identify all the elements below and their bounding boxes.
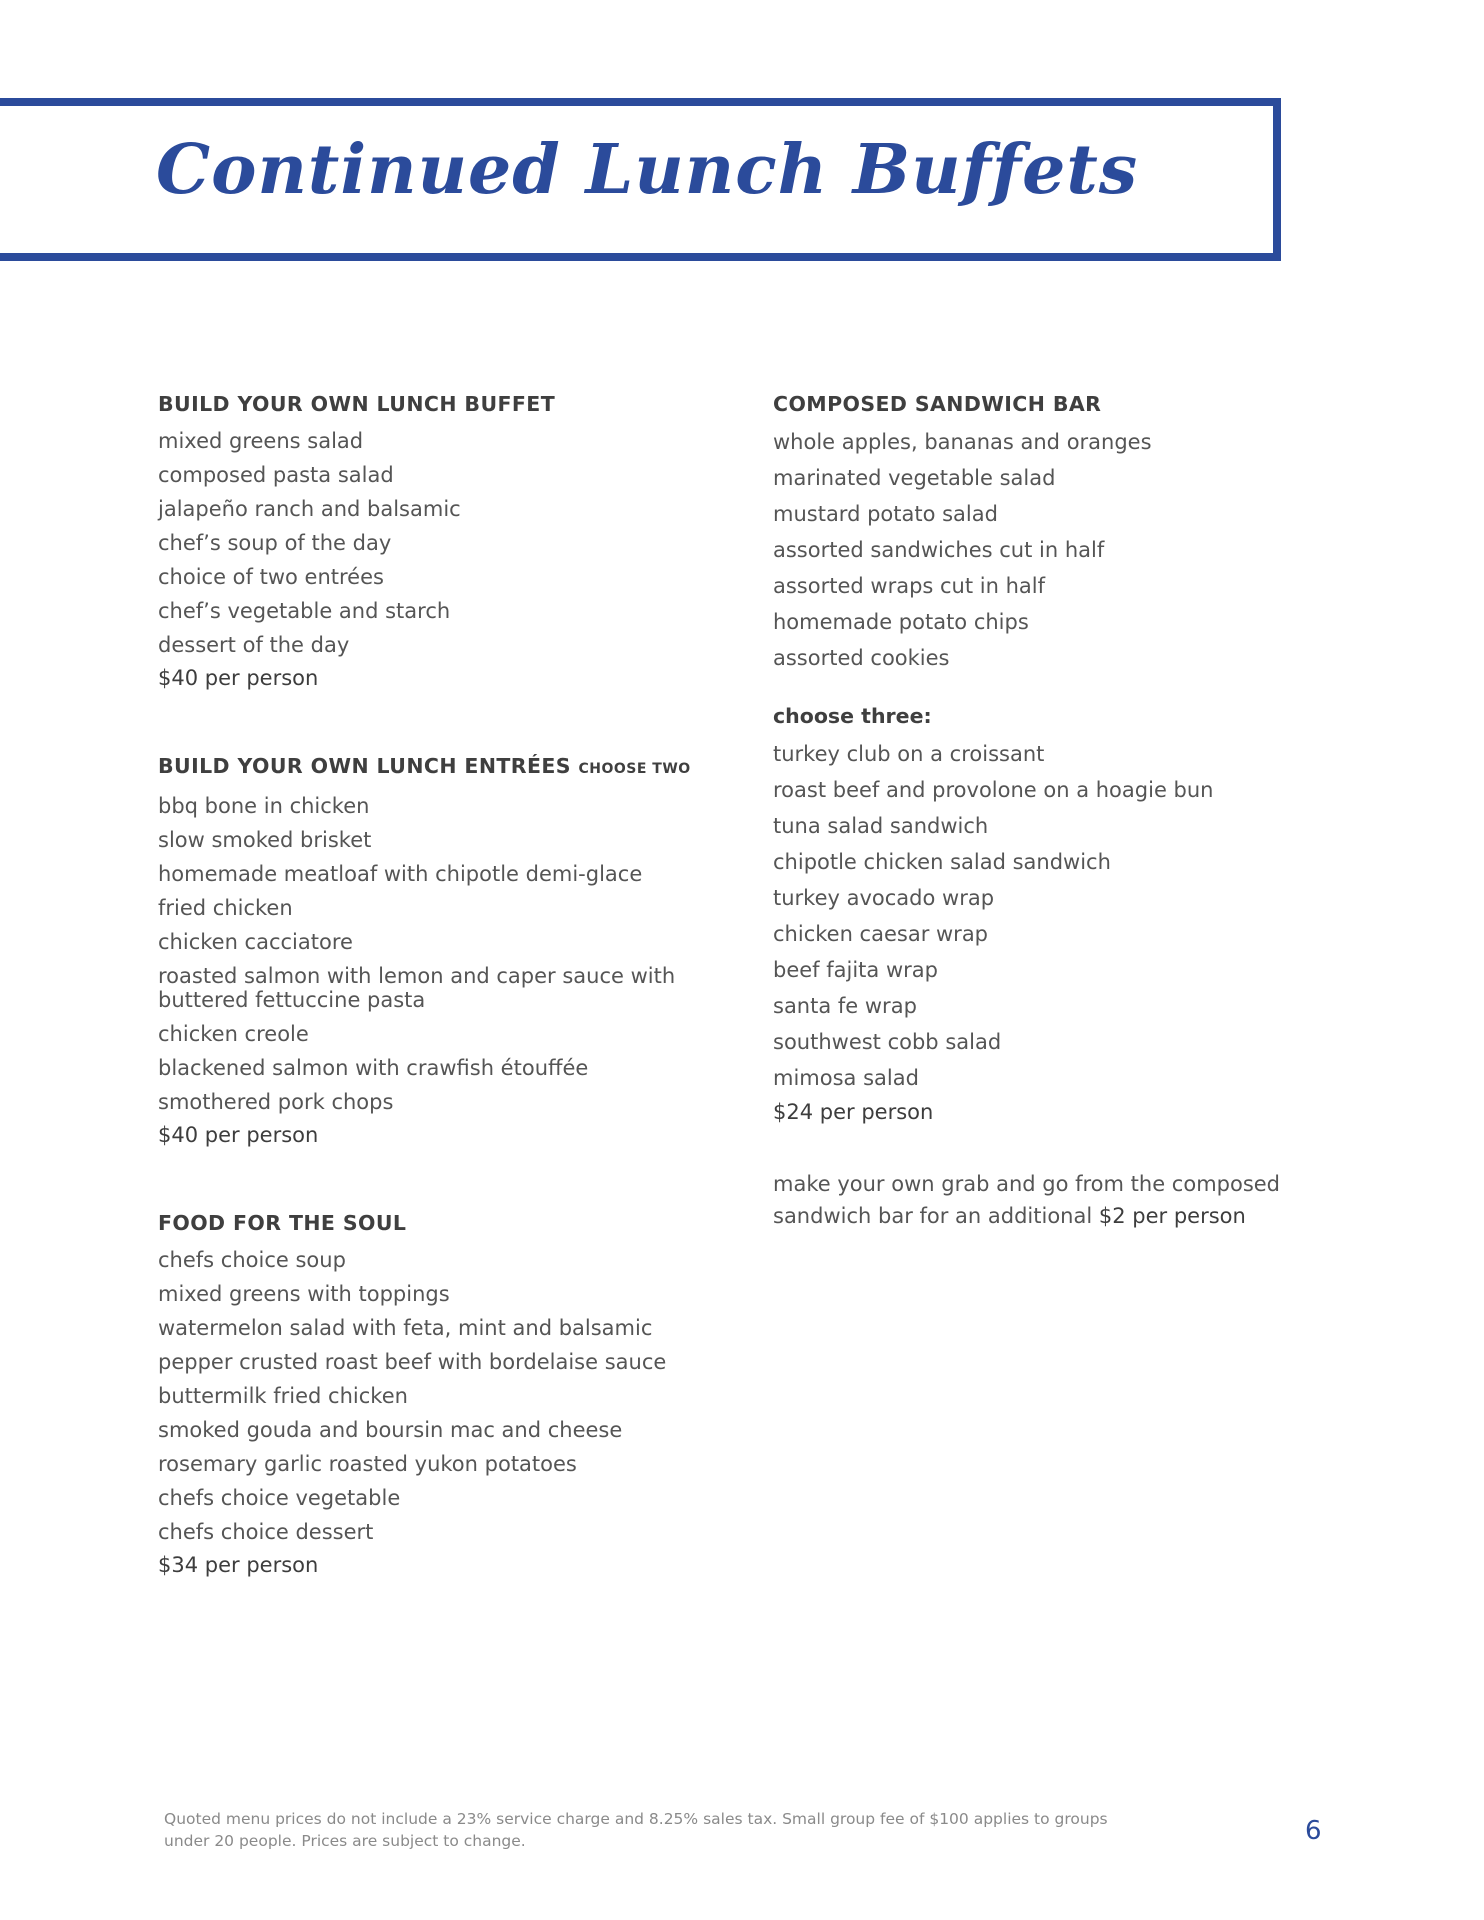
section-heading-text: BUILD YOUR OWN LUNCH ENTRÉES xyxy=(158,754,571,778)
list-item: tuna salad sandwich xyxy=(773,814,989,838)
list-item: turkey avocado wrap xyxy=(773,886,995,910)
section-build-your-own-buffet xyxy=(158,390,718,692)
list-item: mimosa salad xyxy=(773,1066,919,1090)
note-price: $2 per person xyxy=(1098,1204,1246,1228)
price: $24 per person xyxy=(773,1100,934,1124)
list-item: mustard potato salad xyxy=(773,502,998,526)
choice-list xyxy=(773,736,1333,1096)
list-item: marinated vegetable salad xyxy=(773,466,1056,490)
list-item: turkey club on a croissant xyxy=(773,742,1045,766)
section-heading xyxy=(158,752,718,783)
section-subheading: CHOOSE TWO xyxy=(578,761,691,777)
footer-note: Quoted menu prices do not include a 23% service charge and 8.25% sales tax. Small group fee of $100 applies to groups under 20 people. Prices are subject to change. xyxy=(164,1810,1108,1850)
right-column xyxy=(773,390,1333,1292)
list-item: assorted wraps cut in half xyxy=(773,574,1046,598)
list-item: chef’s vegetable and starch xyxy=(158,599,451,623)
list-item: assorted sandwiches cut in half xyxy=(773,538,1105,562)
list-item: roasted salmon with lemon and caper sauce with buttered fettuccine pasta xyxy=(158,964,676,1012)
list-item: mixed greens salad xyxy=(158,429,364,453)
list-item: blackened salmon with crawfish étouffée xyxy=(158,1056,589,1080)
list-item: smoked gouda and boursin mac and cheese xyxy=(158,1418,623,1442)
section-build-your-own-entrees xyxy=(158,752,718,1149)
list-item: bbq bone in chicken xyxy=(158,794,370,818)
list-item: chefs choice dessert xyxy=(158,1520,374,1544)
section-food-for-the-soul xyxy=(158,1209,718,1579)
list-item: chicken creole xyxy=(158,1022,309,1046)
list-item: homemade meatloaf with chipotle demi-glace xyxy=(158,862,643,886)
section-heading: FOOD FOR THE SOUL xyxy=(158,1211,407,1235)
price: $34 per person xyxy=(158,1553,319,1577)
list-item: mixed greens with toppings xyxy=(158,1282,450,1306)
list-item: chefs choice vegetable xyxy=(158,1486,401,1510)
left-column xyxy=(158,390,718,1639)
page-title: Continued Lunch Buffets xyxy=(156,130,1139,210)
item-list xyxy=(158,1243,718,1549)
list-item: rosemary garlic roasted yukon potatoes xyxy=(158,1452,577,1476)
price: $40 per person xyxy=(158,666,319,690)
item-list xyxy=(158,789,718,1119)
list-item: slow smoked brisket xyxy=(158,828,372,852)
list-item: roast beef and provolone on a hoagie bun xyxy=(773,778,1214,802)
note-text: make your own grab and go from the composed sandwich bar for an additional xyxy=(773,1172,1281,1228)
list-item: composed pasta salad xyxy=(158,463,394,487)
list-item: chicken cacciatore xyxy=(158,930,353,954)
list-item: assorted cookies xyxy=(773,646,950,670)
list-item: pepper crusted roast beef with bordelaise sauce xyxy=(158,1350,667,1374)
grab-and-go-note xyxy=(773,1168,1333,1232)
section-heading: BUILD YOUR OWN LUNCH BUFFET xyxy=(158,392,556,416)
list-item: chipotle chicken salad sandwich xyxy=(773,850,1111,874)
list-item: dessert of the day xyxy=(158,633,350,657)
list-item: choice of two entrées xyxy=(158,565,384,589)
list-item: beef fajita wrap xyxy=(773,958,938,982)
list-item: homemade potato chips xyxy=(773,610,1029,634)
section-composed-sandwich-bar xyxy=(773,390,1333,1232)
item-list xyxy=(158,424,718,662)
list-item: santa fe wrap xyxy=(773,994,917,1018)
section-heading: COMPOSED SANDWICH BAR xyxy=(773,392,1102,416)
list-item: jalapeño ranch and balsamic xyxy=(158,497,461,521)
list-item: watermelon salad with feta, mint and balsamic xyxy=(158,1316,653,1340)
list-item: fried chicken xyxy=(158,896,293,920)
price: $40 per person xyxy=(158,1123,319,1147)
list-item: chicken caesar wrap xyxy=(773,922,989,946)
list-item: southwest cobb salad xyxy=(773,1030,1002,1054)
choose-three-label: choose three: xyxy=(773,704,932,728)
page-number: 6 xyxy=(1305,1816,1322,1846)
list-item: buttermilk fried chicken xyxy=(158,1384,408,1408)
list-item: whole apples, bananas and oranges xyxy=(773,430,1152,454)
item-list xyxy=(773,424,1333,676)
list-item: chef’s soup of the day xyxy=(158,531,392,555)
list-item: smothered pork chops xyxy=(158,1090,394,1114)
list-item: chefs choice soup xyxy=(158,1248,346,1272)
